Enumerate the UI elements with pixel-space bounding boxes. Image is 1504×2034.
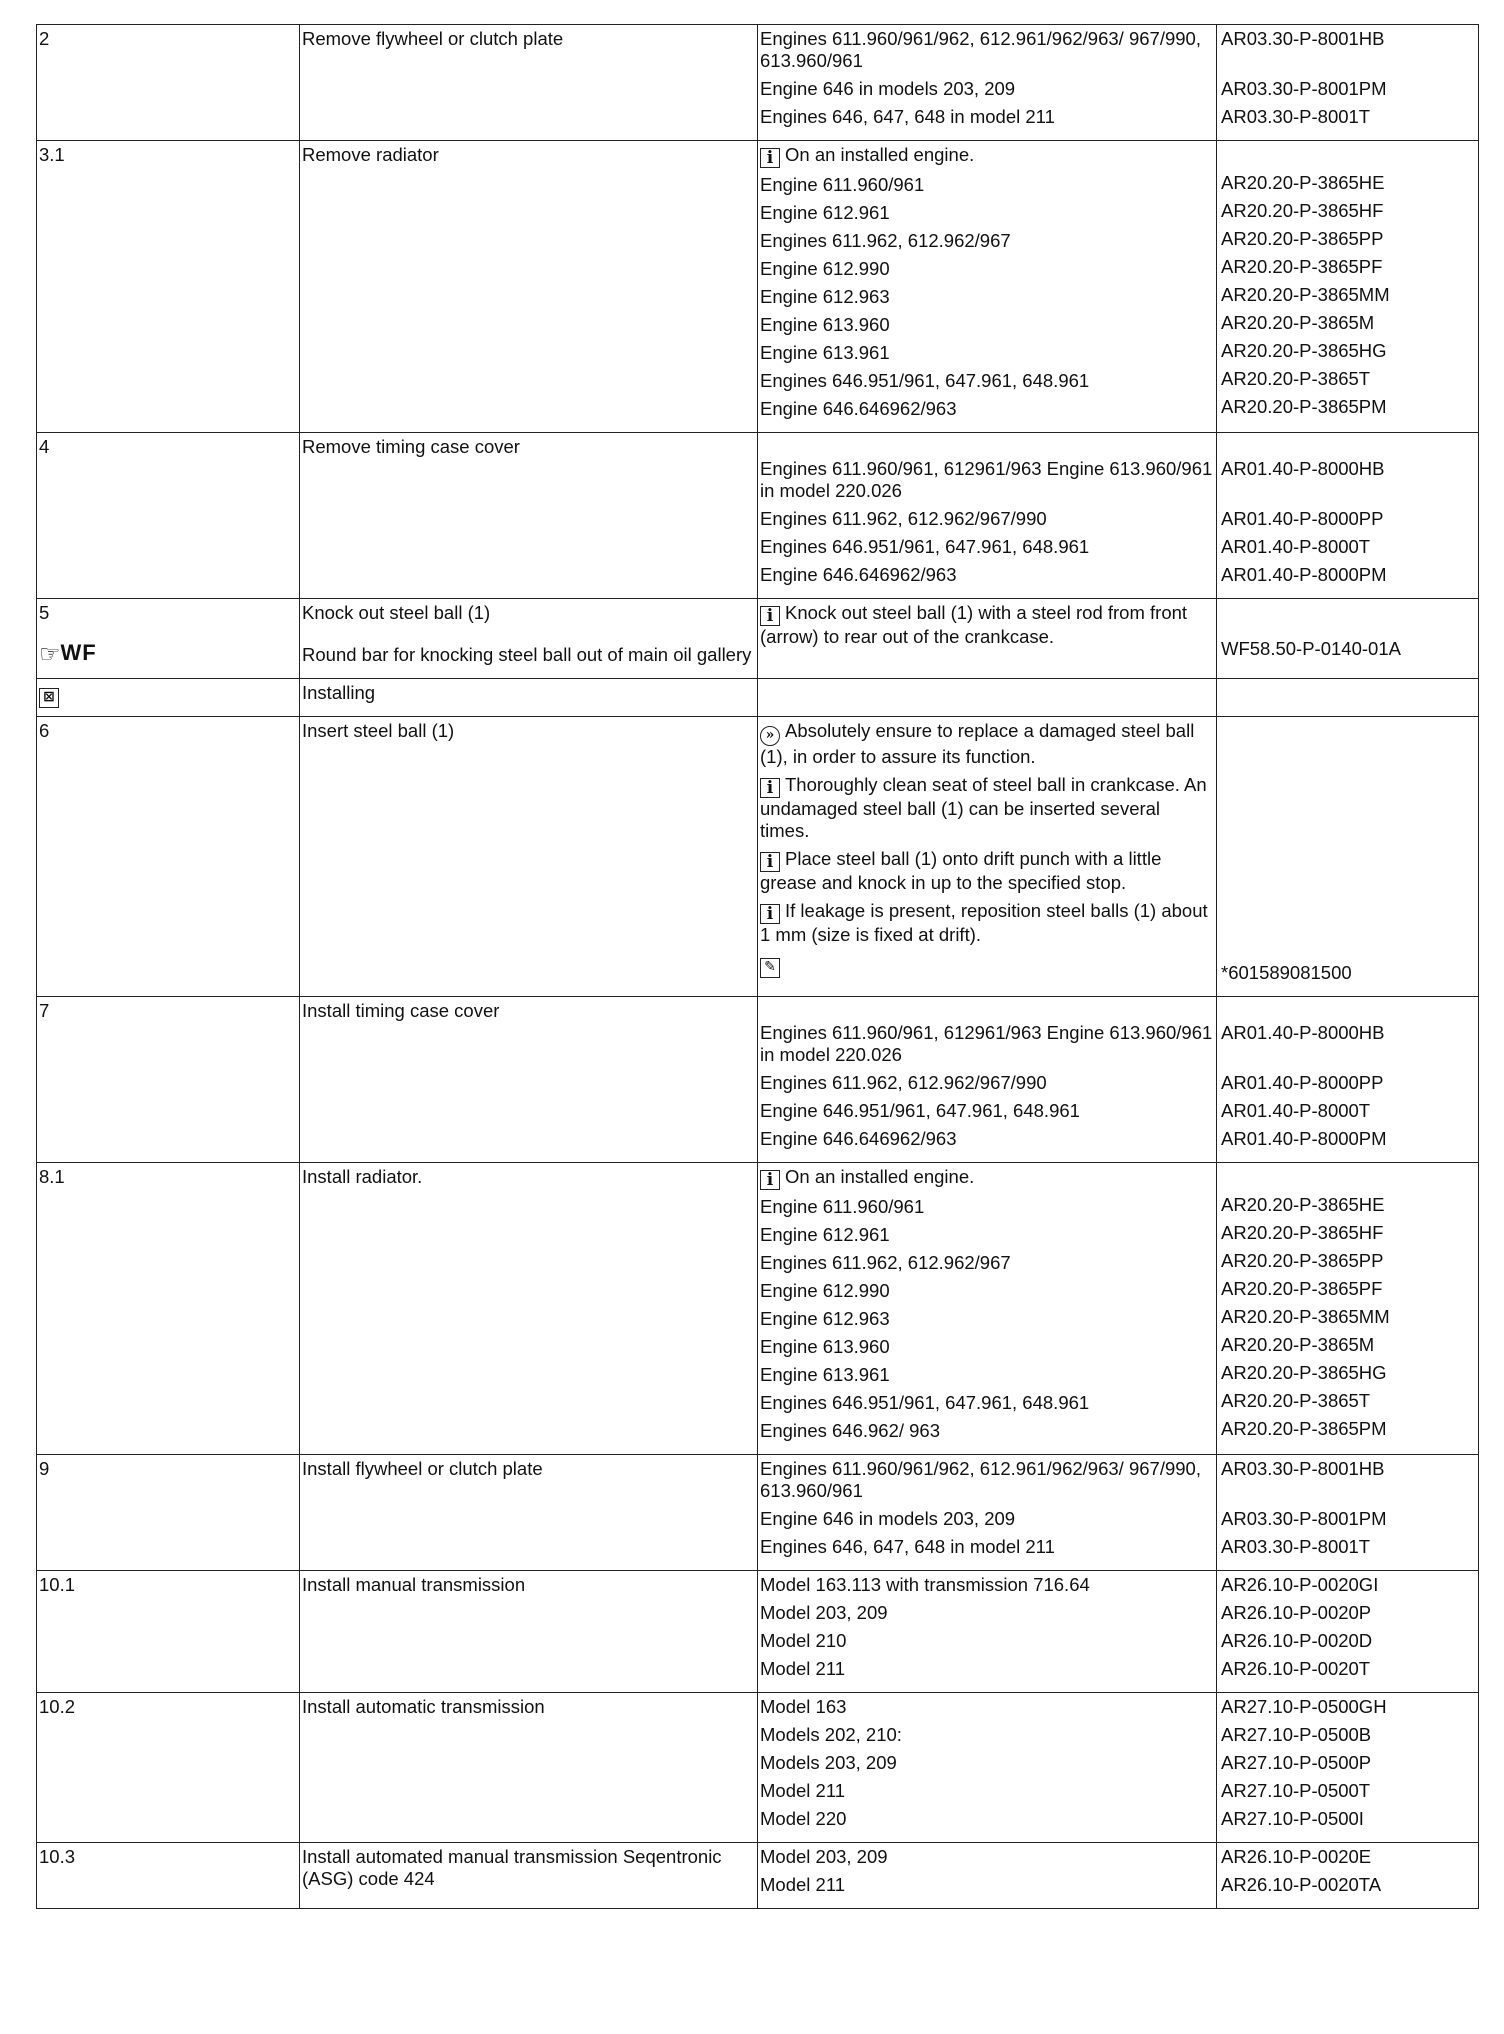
engine-condition: Engines 611.960/961, 612961/963 Engine 613.960/961 in model 220.026 bbox=[760, 458, 1213, 501]
step-number: 6 bbox=[39, 720, 50, 741]
engine-condition: Engine 646 in models 203, 209 bbox=[760, 1508, 1016, 1529]
spacer bbox=[1221, 1000, 1476, 1022]
procedure-table bbox=[36, 24, 1479, 1909]
document-reference[interactable]: AR01.40-P-8000PM bbox=[1221, 564, 1387, 585]
operation-label: Remove radiator bbox=[302, 144, 439, 165]
operation-label: Install flywheel or clutch plate bbox=[302, 1458, 543, 1479]
spacer bbox=[302, 630, 755, 644]
engine-condition: Engine 646 in models 203, 209 bbox=[760, 78, 1016, 99]
document-reference[interactable]: AR01.40-P-8000PM bbox=[1221, 1128, 1387, 1149]
engine-condition: Engines 611.962, 612.962/967 bbox=[760, 230, 1011, 251]
operation-label: Knock out steel ball (1) bbox=[302, 602, 491, 623]
document-reference[interactable]: AR26.10-P-0020D bbox=[1221, 1630, 1373, 1651]
step-cell bbox=[37, 1843, 300, 1909]
step-cell bbox=[37, 1693, 300, 1843]
document-reference[interactable]: AR20.20-P-3865T bbox=[1221, 1390, 1371, 1411]
engine-condition: Engines 646, 647, 648 in model 211 bbox=[760, 1536, 1055, 1557]
caution-note: » Absolutely ensure to replace a damaged steel ball (1), in order to assure its function. bbox=[760, 720, 1195, 767]
info-icon: i bbox=[760, 904, 780, 924]
reference-cell bbox=[1217, 25, 1479, 141]
step-cell bbox=[37, 1163, 300, 1455]
reference-cell bbox=[1217, 717, 1479, 997]
spacer bbox=[1221, 144, 1476, 172]
condition-cell bbox=[758, 679, 1217, 717]
step-number: 10.2 bbox=[39, 1696, 76, 1717]
document-reference[interactable]: AR26.10-P-0020E bbox=[1221, 1846, 1372, 1867]
step-number: 10.3 bbox=[39, 1846, 76, 1867]
table-row bbox=[37, 997, 1479, 1163]
condition-cell bbox=[758, 717, 1217, 997]
document-reference[interactable]: AR03.30-P-8001T bbox=[1221, 1536, 1371, 1557]
document-reference[interactable]: AR20.20-P-3865MM bbox=[1221, 1306, 1390, 1327]
table-row bbox=[37, 717, 1479, 997]
condition-cell bbox=[758, 599, 1217, 679]
engine-condition: Engine 613.960 bbox=[760, 1336, 890, 1357]
engine-condition: Engines 646.951/961, 647.961, 648.961 bbox=[760, 1392, 1090, 1413]
spacer bbox=[1221, 616, 1476, 638]
document-reference[interactable]: AR27.10-P-0500B bbox=[1221, 1724, 1372, 1745]
info-note: i On an installed engine. bbox=[760, 1166, 1214, 1196]
operation-cell bbox=[300, 141, 758, 433]
engine-condition: Engine 612.990 bbox=[760, 1280, 890, 1301]
document-reference[interactable]: AR01.40-P-8000T bbox=[1221, 1100, 1371, 1121]
document-reference[interactable]: AR20.20-P-3865T bbox=[1221, 368, 1371, 389]
spacer bbox=[1221, 720, 1476, 962]
engine-condition: Engine 612.963 bbox=[760, 1308, 890, 1329]
table-row bbox=[37, 1455, 1479, 1571]
engine-condition: Model 163 bbox=[760, 1696, 847, 1717]
engine-condition: Engines 646, 647, 648 in model 211 bbox=[760, 106, 1055, 127]
engine-condition: Engine 646.646962/963 bbox=[760, 564, 957, 585]
step-cell bbox=[37, 141, 300, 433]
info-note: i Knock out steel ball (1) with a steel rod from front (arrow) to rear out of the crankcase. bbox=[760, 602, 1188, 647]
step-cell bbox=[37, 25, 300, 141]
engine-condition: Model 211 bbox=[760, 1658, 846, 1679]
step-number: 8.1 bbox=[39, 1166, 65, 1187]
table-row bbox=[37, 679, 1479, 717]
document-reference[interactable]: AR20.20-P-3865PP bbox=[1221, 1250, 1384, 1271]
engine-condition: Engine 613.961 bbox=[760, 1364, 890, 1385]
spacer bbox=[1221, 602, 1476, 616]
document-reference[interactable]: AR26.10-P-0020P bbox=[1221, 1602, 1372, 1623]
engine-condition: Model 203, 209 bbox=[760, 1602, 888, 1623]
operation-cell bbox=[300, 1693, 758, 1843]
special-tool-note bbox=[760, 952, 1214, 984]
step-number: 7 bbox=[39, 1000, 50, 1021]
document-reference[interactable]: AR20.20-P-3865PM bbox=[1221, 1418, 1387, 1439]
reference-cell bbox=[1217, 433, 1479, 599]
table-row bbox=[37, 433, 1479, 599]
operation-label: Install radiator. bbox=[302, 1166, 423, 1187]
engine-condition: Models 203, 209 bbox=[760, 1752, 897, 1773]
document-reference[interactable]: AR20.20-P-3865HG bbox=[1221, 340, 1387, 361]
special-tool-icon: ✎ bbox=[760, 958, 780, 978]
document-reference[interactable]: AR01.40-P-8000HB bbox=[1221, 458, 1385, 479]
reference-cell bbox=[1217, 141, 1479, 433]
tool-reference[interactable]: WF58.50-P-0140-01A bbox=[1221, 638, 1401, 659]
operation-label: Remove timing case cover bbox=[302, 436, 520, 457]
document-reference[interactable]: AR27.10-P-0500GH bbox=[1221, 1696, 1387, 1717]
step-number: 4 bbox=[39, 436, 50, 457]
engine-condition: Engines 611.962, 612.962/967/990 bbox=[760, 1072, 1047, 1093]
engine-condition: Engines 646.951/961, 647.961, 648.961 bbox=[760, 370, 1090, 391]
condition-cell bbox=[758, 1163, 1217, 1455]
step-cell bbox=[37, 1455, 300, 1571]
info-note: i If leakage is present, reposition steel balls (1) about 1 mm (size is fixed at drift). bbox=[760, 900, 1208, 945]
document-reference[interactable]: AR01.40-P-8000T bbox=[1221, 536, 1371, 557]
condition-cell bbox=[758, 1455, 1217, 1571]
engine-condition: Engines 611.960/961/962, 612.961/962/963/ 967/990, 613.960/961 bbox=[760, 28, 1201, 71]
spacer bbox=[1221, 1166, 1476, 1194]
operation-cell bbox=[300, 717, 758, 997]
spacer bbox=[760, 1000, 1214, 1022]
table-row bbox=[37, 1571, 1479, 1693]
reference-cell bbox=[1217, 1693, 1479, 1843]
operation-label: Installing bbox=[302, 682, 376, 703]
step-number: 10.1 bbox=[39, 1574, 76, 1595]
engine-condition: Model 210 bbox=[760, 1630, 847, 1651]
pointing-hand-icon: ☞ bbox=[39, 640, 61, 668]
document-reference[interactable]: AR20.20-P-3865HG bbox=[1221, 1362, 1387, 1383]
operation-cell bbox=[300, 1455, 758, 1571]
wf-label: WF bbox=[60, 640, 97, 665]
engine-condition: Model 211 bbox=[760, 1874, 846, 1895]
reference-cell bbox=[1217, 679, 1479, 717]
operation-cell bbox=[300, 1843, 758, 1909]
operation-label: Install timing case cover bbox=[302, 1000, 500, 1021]
table-row bbox=[37, 599, 1479, 679]
tool-description: Round bar for knocking steel ball out of main oil gallery bbox=[302, 644, 752, 665]
step-cell bbox=[37, 1571, 300, 1693]
reference-cell bbox=[1217, 1455, 1479, 1571]
operation-cell bbox=[300, 1163, 758, 1455]
step-number: 2 bbox=[39, 28, 50, 49]
workshop-tool-marker bbox=[39, 624, 297, 668]
document-reference[interactable]: AR01.40-P-8000PP bbox=[1221, 508, 1384, 529]
document-reference[interactable]: AR03.30-P-8001PM bbox=[1221, 1508, 1387, 1529]
condition-cell bbox=[758, 433, 1217, 599]
document-reference[interactable]: AR20.20-P-3865M bbox=[1221, 312, 1375, 333]
document-reference[interactable]: AR20.20-P-3865PF bbox=[1221, 1278, 1383, 1299]
info-icon: i bbox=[760, 606, 780, 626]
engine-condition: Model 220 bbox=[760, 1808, 847, 1829]
info-icon: i bbox=[760, 148, 780, 168]
step-cell bbox=[37, 433, 300, 599]
step-number: 3.1 bbox=[39, 144, 65, 165]
document-reference[interactable]: AR26.10-P-0020T bbox=[1221, 1658, 1371, 1679]
engine-condition: Engines 611.960/961/962, 612.961/962/963/ 967/990, 613.960/961 bbox=[760, 1458, 1201, 1501]
engine-condition: Engine 612.961 bbox=[760, 1224, 890, 1245]
condition-cell bbox=[758, 1693, 1217, 1843]
engine-condition: Engine 612.963 bbox=[760, 286, 890, 307]
procedure-document bbox=[36, 24, 1460, 1909]
step-cell bbox=[37, 599, 300, 679]
engine-condition: Engine 612.990 bbox=[760, 258, 890, 279]
document-reference[interactable]: AR20.20-P-3865M bbox=[1221, 1334, 1375, 1355]
operation-cell bbox=[300, 1571, 758, 1693]
step-number: 9 bbox=[39, 1458, 50, 1479]
document-reference[interactable]: AR20.20-P-3865PP bbox=[1221, 228, 1384, 249]
document-reference[interactable]: AR20.20-P-3865HF bbox=[1221, 200, 1384, 221]
document-reference[interactable]: AR20.20-P-3865PM bbox=[1221, 396, 1387, 417]
engine-condition: Engine 611.960/961 bbox=[760, 174, 925, 195]
document-reference[interactable]: AR27.10-P-0500I bbox=[1221, 1808, 1364, 1829]
engine-condition: Engine 613.960 bbox=[760, 314, 890, 335]
document-reference[interactable]: AR03.30-P-8001PM bbox=[1221, 78, 1387, 99]
step-cell bbox=[37, 679, 300, 717]
reference-cell bbox=[1217, 1843, 1479, 1909]
document-reference[interactable]: AR01.40-P-8000HB bbox=[1221, 1022, 1385, 1043]
info-icon: i bbox=[760, 778, 780, 798]
spacer bbox=[1221, 436, 1476, 458]
tool-number[interactable]: *601589081500 bbox=[1221, 962, 1352, 983]
engine-condition: Engines 646.951/961, 647.961, 648.961 bbox=[760, 536, 1090, 557]
table-row bbox=[37, 25, 1479, 141]
reference-cell bbox=[1217, 1571, 1479, 1693]
operation-label: Insert steel ball (1) bbox=[302, 720, 455, 741]
step-cell bbox=[37, 717, 300, 997]
info-note: i On an installed engine. bbox=[760, 144, 1214, 174]
document-reference[interactable]: AR26.10-P-0020GI bbox=[1221, 1574, 1379, 1595]
document-reference[interactable]: AR20.20-P-3865MM bbox=[1221, 284, 1390, 305]
document-reference[interactable]: AR03.30-P-8001HB bbox=[1221, 28, 1385, 49]
step-cell bbox=[37, 997, 300, 1163]
engine-condition: Engine 646.646962/963 bbox=[760, 1128, 957, 1149]
info-icon: i bbox=[760, 852, 780, 872]
document-reference[interactable]: AR20.20-P-3865HE bbox=[1221, 172, 1385, 193]
document-reference[interactable]: AR27.10-P-0500T bbox=[1221, 1780, 1371, 1801]
table-row bbox=[37, 1843, 1479, 1909]
document-reference[interactable]: AR20.20-P-3865PF bbox=[1221, 256, 1383, 277]
document-reference[interactable]: AR20.20-P-3865HE bbox=[1221, 1194, 1385, 1215]
installing-icon: ⊠ bbox=[39, 688, 59, 708]
reference-cell bbox=[1217, 1163, 1479, 1455]
document-reference[interactable]: AR01.40-P-8000PP bbox=[1221, 1072, 1384, 1093]
info-icon: i bbox=[760, 1170, 780, 1190]
step-number: 5 bbox=[39, 602, 50, 623]
document-reference[interactable]: AR20.20-P-3865HF bbox=[1221, 1222, 1384, 1243]
engine-condition: Engines 611.962, 612.962/967 bbox=[760, 1252, 1011, 1273]
engine-condition: Model 211 bbox=[760, 1780, 846, 1801]
condition-cell bbox=[758, 25, 1217, 141]
operation-cell bbox=[300, 433, 758, 599]
engine-condition: Model 163.113 with transmission 716.64 bbox=[760, 1574, 1090, 1595]
engine-condition: Engine 612.961 bbox=[760, 202, 890, 223]
engine-condition: Engine 646.951/961, 647.961, 648.961 bbox=[760, 1100, 1080, 1121]
engine-condition: Engines 611.960/961, 612961/963 Engine 613.960/961 in model 220.026 bbox=[760, 1022, 1213, 1065]
engine-condition: Model 203, 209 bbox=[760, 1846, 888, 1867]
info-note: i Place steel ball (1) onto drift punch with a little grease and knock in up to the specified stop. bbox=[760, 848, 1162, 893]
reference-cell bbox=[1217, 599, 1479, 679]
table-row bbox=[37, 141, 1479, 433]
operation-label: Install automated manual transmission Seqentronic (ASG) code 424 bbox=[302, 1846, 722, 1889]
condition-cell bbox=[758, 141, 1217, 433]
engine-condition: Engine 611.960/961 bbox=[760, 1196, 925, 1217]
table-row bbox=[37, 1693, 1479, 1843]
operation-label: Install manual transmission bbox=[302, 1574, 526, 1595]
engine-condition: Engines 611.962, 612.962/967/990 bbox=[760, 508, 1047, 529]
engine-condition: Engine 646.646962/963 bbox=[760, 398, 957, 419]
condition-cell bbox=[758, 997, 1217, 1163]
operation-cell bbox=[300, 599, 758, 679]
condition-cell bbox=[758, 1843, 1217, 1909]
document-reference[interactable]: AR03.30-P-8001HB bbox=[1221, 1458, 1385, 1479]
spacer bbox=[760, 436, 1214, 458]
info-note: i Thoroughly clean seat of steel ball in crankcase. An undamaged steel ball (1) can be inserted several times. bbox=[760, 774, 1207, 841]
table-row bbox=[37, 1163, 1479, 1455]
operation-label: Install automatic transmission bbox=[302, 1696, 545, 1717]
document-reference[interactable]: AR27.10-P-0500P bbox=[1221, 1752, 1372, 1773]
operation-cell bbox=[300, 997, 758, 1163]
operation-cell bbox=[300, 25, 758, 141]
engine-condition: Engines 646.962/ 963 bbox=[760, 1420, 941, 1441]
condition-cell bbox=[758, 1571, 1217, 1693]
engine-condition: Models 202, 210: bbox=[760, 1724, 902, 1745]
reference-cell bbox=[1217, 997, 1479, 1163]
operation-label: Remove flywheel or clutch plate bbox=[302, 28, 564, 49]
document-reference[interactable]: AR26.10-P-0020TA bbox=[1221, 1874, 1382, 1895]
caution-icon: » bbox=[760, 726, 780, 746]
document-reference[interactable]: AR03.30-P-8001T bbox=[1221, 106, 1371, 127]
operation-cell bbox=[300, 679, 758, 717]
engine-condition: Engine 613.961 bbox=[760, 342, 890, 363]
